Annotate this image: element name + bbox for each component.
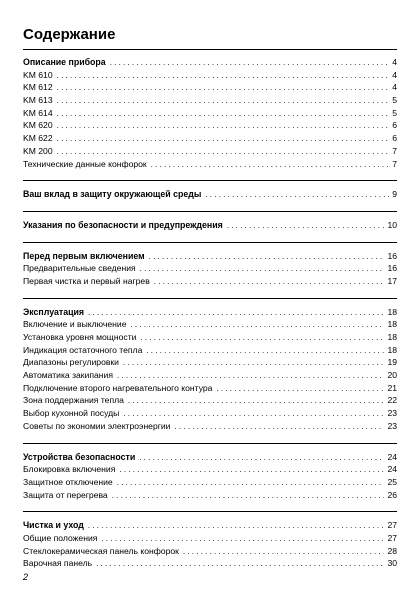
toc-page-number: 21	[387, 382, 397, 393]
toc-page-number: 16	[387, 263, 397, 274]
dot-leader	[140, 263, 385, 276]
toc-entry-label: Подключение второго нагревательного контура	[23, 382, 213, 393]
toc-entry-label: Технические данные конфорок	[23, 158, 147, 169]
toc-heading[interactable]	[23, 219, 397, 232]
toc-page-number: 4	[392, 57, 397, 67]
toc-entry-label: Первая чистка и первый нагрев	[23, 275, 150, 286]
dot-leader	[57, 120, 390, 133]
section-divider	[23, 211, 397, 212]
dot-leader	[227, 220, 385, 233]
toc-heading-label: Перед первым включением	[23, 250, 145, 261]
toc-entry[interactable]	[23, 532, 397, 545]
toc-page-number: 17	[387, 275, 397, 286]
toc-section	[23, 298, 397, 433]
toc-page-number: 23	[387, 420, 397, 431]
toc-section	[23, 211, 397, 232]
page-title: Содержание	[23, 26, 116, 43]
toc-page-number: 18	[387, 344, 397, 355]
dot-leader	[130, 319, 384, 332]
dot-leader	[88, 307, 384, 320]
toc-entry[interactable]	[23, 275, 397, 288]
toc-entry[interactable]	[23, 132, 397, 145]
dot-leader	[183, 546, 385, 559]
toc-entry[interactable]	[23, 331, 397, 344]
toc-heading-label: Описание прибора	[23, 57, 106, 67]
toc-entry-label: Советы по экономии электроэнергии	[23, 420, 171, 431]
toc-entry-label: Выбор кухонной посуды	[23, 408, 120, 419]
toc-entry[interactable]	[23, 489, 397, 502]
toc-entry-label: KM 622	[23, 133, 53, 144]
toc-entry[interactable]	[23, 158, 397, 171]
toc-page-number: 27	[387, 520, 397, 531]
toc-section	[23, 242, 397, 288]
toc-heading-label: Эксплуатация	[23, 306, 85, 317]
section-divider	[23, 298, 397, 299]
toc-entry-label: Защитное отключение	[23, 476, 113, 487]
toc-heading-label: Чистка и уход	[23, 520, 84, 531]
toc-entry-label: Защита от перегрева	[23, 489, 108, 500]
toc-entry-label: KM 620	[23, 120, 53, 131]
toc-page-number: 5	[392, 95, 397, 106]
toc-entry-label: Стеклокерамическая панель конфорок	[23, 545, 179, 556]
toc-entry[interactable]	[23, 382, 397, 395]
toc-entry[interactable]	[23, 107, 397, 120]
toc-entry[interactable]	[23, 94, 397, 107]
toc-entry-label: KM 613	[23, 95, 53, 106]
toc-entry-label: Блокировка включения	[23, 464, 116, 475]
dot-leader	[57, 133, 390, 146]
toc-page-number: 4	[392, 82, 397, 93]
dot-leader	[216, 383, 384, 396]
dot-leader	[123, 357, 384, 370]
dot-leader	[140, 332, 384, 345]
dot-leader	[139, 452, 384, 465]
toc-heading[interactable]	[23, 451, 397, 464]
toc-entry[interactable]	[23, 69, 397, 82]
toc-entry[interactable]	[23, 369, 397, 382]
toc-entry[interactable]	[23, 344, 397, 357]
toc-section	[23, 180, 397, 201]
toc-page-number: 9	[392, 189, 397, 200]
dot-leader	[174, 421, 384, 434]
toc-page-number: 5	[392, 107, 397, 118]
toc-section	[23, 56, 397, 170]
toc-entry[interactable]	[23, 119, 397, 132]
toc-entry[interactable]	[23, 318, 397, 331]
toc-entry[interactable]	[23, 407, 397, 420]
toc-entry[interactable]	[23, 463, 397, 476]
dot-leader	[110, 57, 390, 70]
toc-section	[23, 443, 397, 502]
dot-leader	[149, 251, 385, 264]
toc-heading[interactable]	[23, 519, 397, 532]
toc-page-number: 16	[387, 250, 397, 261]
section-divider	[23, 443, 397, 444]
toc-page-number: 23	[387, 408, 397, 419]
toc-page-number: 4	[392, 69, 397, 80]
toc-page-number: 7	[392, 158, 397, 169]
toc-entry-label: KM 614	[23, 107, 53, 118]
toc-page-number: 10	[387, 219, 397, 230]
toc-page-number: 18	[387, 332, 397, 342]
toc-entry[interactable]	[23, 476, 397, 489]
toc-page-number: 6	[392, 120, 397, 131]
toc-entry-label: Предварительные сведения	[23, 263, 136, 274]
toc-page-number: 22	[387, 395, 397, 406]
toc-page-number: 26	[387, 489, 397, 500]
toc-page-number: 7	[392, 145, 397, 156]
toc-entry[interactable]	[23, 545, 397, 558]
toc-entry-label: Автоматика закипания	[23, 370, 113, 381]
table-of-contents	[23, 56, 397, 570]
toc-entry-label: KM 612	[23, 82, 53, 93]
toc-page-number: 6	[392, 133, 397, 144]
toc-entry-label: Диапазоны регулировки	[23, 357, 119, 368]
dot-leader	[146, 345, 384, 358]
title-divider	[23, 49, 397, 50]
page-number: 2	[23, 572, 29, 582]
toc-page-number: 24	[387, 464, 397, 475]
toc-entry[interactable]	[23, 557, 397, 570]
section-divider	[23, 180, 397, 181]
toc-entry[interactable]	[23, 394, 397, 407]
toc-entry-label: Установка уровня мощности	[23, 332, 137, 342]
toc-entry[interactable]	[23, 81, 397, 94]
dot-leader	[117, 477, 385, 490]
toc-heading[interactable]	[23, 306, 397, 319]
toc-entry-label: Зона поддержания тепла	[23, 395, 124, 406]
toc-heading[interactable]	[23, 56, 397, 69]
toc-entry-label: Общие положения	[23, 532, 98, 543]
section-divider	[23, 511, 397, 512]
dot-leader	[151, 159, 390, 172]
toc-page-number: 24	[387, 451, 397, 462]
toc-page-number: 20	[387, 370, 397, 381]
toc-entry[interactable]	[23, 262, 397, 275]
dot-leader	[57, 70, 390, 83]
toc-section	[23, 511, 397, 570]
toc-entry-label: KM 610	[23, 69, 53, 80]
dot-leader	[88, 520, 385, 533]
dot-leader	[57, 95, 390, 108]
document-page	[23, 0, 397, 595]
dot-leader	[96, 558, 384, 571]
dot-leader	[119, 464, 384, 477]
toc-page-number: 18	[387, 319, 397, 330]
toc-entry-label: Варочная панель	[23, 558, 93, 569]
toc-heading[interactable]	[23, 250, 397, 263]
dot-leader	[112, 490, 385, 503]
toc-entry[interactable]	[23, 420, 397, 433]
toc-entry[interactable]	[23, 145, 397, 158]
dot-leader	[57, 82, 390, 95]
dot-leader	[57, 108, 390, 121]
toc-entry-label: Включение и выключение	[23, 319, 127, 330]
toc-heading-label: Ваш вклад в защиту окружающей среды	[23, 189, 202, 200]
toc-page-number: 27	[387, 532, 397, 543]
toc-page-number: 30	[387, 558, 397, 569]
toc-page-number: 19	[387, 357, 397, 368]
dot-leader	[154, 276, 385, 289]
toc-page-number: 18	[387, 306, 397, 317]
dot-leader	[128, 395, 385, 408]
toc-entry-label: KM 200	[23, 145, 53, 156]
section-divider	[23, 242, 397, 243]
toc-entry-label: Индикация остаточного тепла	[23, 344, 143, 355]
dot-leader	[205, 189, 389, 202]
toc-heading-label: Указания по безопасности и предупреждения	[23, 219, 223, 230]
toc-page-number: 25	[387, 476, 397, 487]
toc-entry[interactable]	[23, 356, 397, 369]
toc-heading-label: Устройства безопасности	[23, 451, 136, 462]
toc-page-number: 28	[387, 545, 397, 556]
toc-heading[interactable]	[23, 188, 397, 201]
